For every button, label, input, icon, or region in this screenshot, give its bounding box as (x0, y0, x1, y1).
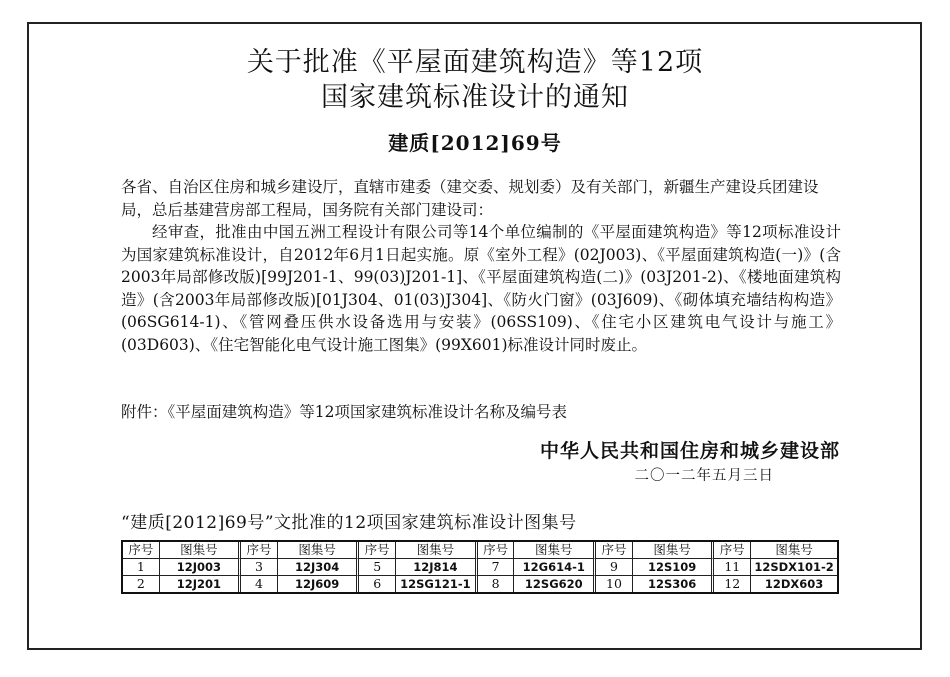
atlas-code-cell: 12J304 (278, 559, 360, 576)
index-cell: 6 (359, 576, 396, 592)
notice-title-line1: 关于批准《平屋面建筑构造》等12项 (246, 47, 704, 78)
issue-date: 二〇一二年五月三日 (634, 468, 774, 484)
issuer-signature: 中华人民共和国住房和城乡建设部 (539, 440, 840, 462)
index-cell: 8 (478, 576, 515, 592)
table-header-row (123, 542, 837, 559)
index-cell: 2 (123, 576, 160, 592)
notice-title-line2: 国家建筑标准设计的通知 (321, 82, 629, 113)
header-cell: 图集号 (278, 542, 360, 559)
body-paragraph: 经审查，批准由中国五洲工程设计有限公司等14个单位编制的《平屋面建筑构造》等12项标准设计为国家建筑标准设计，自2012年6月1日起实施。原《室外工程》(02J003)、《平屋面建筑构造(一)》(含2003年局部修改版)[99J201-1、99(03)J201-1]、《平屋面建筑构造(二)》(03J201-2)、《楼地面建筑构造》(含2003年局部修改版)[01J304、01(03)J304]、《防火门窗》(03J609)、《砌体填充墙结构构造》(06SG614-1)、《管网叠压供水设备选用与安装》(06SS109)、《住宅小区建筑电气设计与施工》(03D603)、《住宅智能化电气设计施工图集》(99X601)标准设计同时废止。 (121, 223, 841, 354)
table-row (123, 576, 837, 592)
header-cell: 图集号 (514, 542, 596, 559)
atlas-code-cell: 12G614-1 (514, 559, 596, 576)
index-cell: 12 (714, 576, 751, 592)
header-cell: 序号 (123, 542, 160, 559)
index-cell: 3 (241, 559, 278, 576)
header-cell: 图集号 (751, 542, 837, 559)
atlas-code-cell: 12J003 (160, 559, 242, 576)
document-number: 建质[2012]69号 (388, 131, 562, 155)
attachment-note: 附件：《平屋面建筑构造》等12项国家建筑标准设计名称及编号表 (121, 403, 567, 421)
atlas-code-cell: 12J814 (396, 559, 478, 576)
index-cell: 7 (478, 559, 515, 576)
atlas-number-table (121, 540, 839, 594)
atlas-code-cell: 12S306 (633, 576, 715, 592)
index-cell: 11 (714, 559, 751, 576)
index-cell: 1 (123, 559, 160, 576)
atlas-code-cell: 12J201 (160, 576, 242, 592)
index-cell: 5 (359, 559, 396, 576)
header-cell: 序号 (596, 542, 633, 559)
index-cell: 9 (596, 559, 633, 576)
index-cell: 10 (596, 576, 633, 592)
atlas-code-cell: 12DX603 (764, 577, 824, 591)
addressees: 各省、自治区住房和城乡建设厅，直辖市建委（建交委、规划委）及有关部门，新疆生产建设兵团建设局，总后基建营房部工程局，国务院有关部门建设司： (121, 178, 819, 219)
header-cell: 序号 (359, 542, 396, 559)
atlas-code-cell: 12S109 (633, 559, 715, 576)
header-cell: 图集号 (633, 542, 715, 559)
index-cell: 4 (241, 576, 278, 592)
atlas-code-cell: 12SG620 (514, 576, 596, 592)
atlas-code-cell: 12J609 (278, 576, 360, 592)
header-cell: 序号 (241, 542, 278, 559)
atlas-code-cell: 12SDX101-2 (751, 559, 837, 576)
header-cell: 图集号 (396, 542, 478, 559)
header-cell: 序号 (714, 542, 751, 559)
table-caption: “建质[2012]69号”文批准的12项国家建筑标准设计图集号 (121, 513, 577, 533)
header-cell: 图集号 (160, 542, 242, 559)
atlas-code-cell: 12SG121-1 (396, 576, 478, 592)
table-row (123, 559, 837, 576)
header-cell: 序号 (478, 542, 515, 559)
